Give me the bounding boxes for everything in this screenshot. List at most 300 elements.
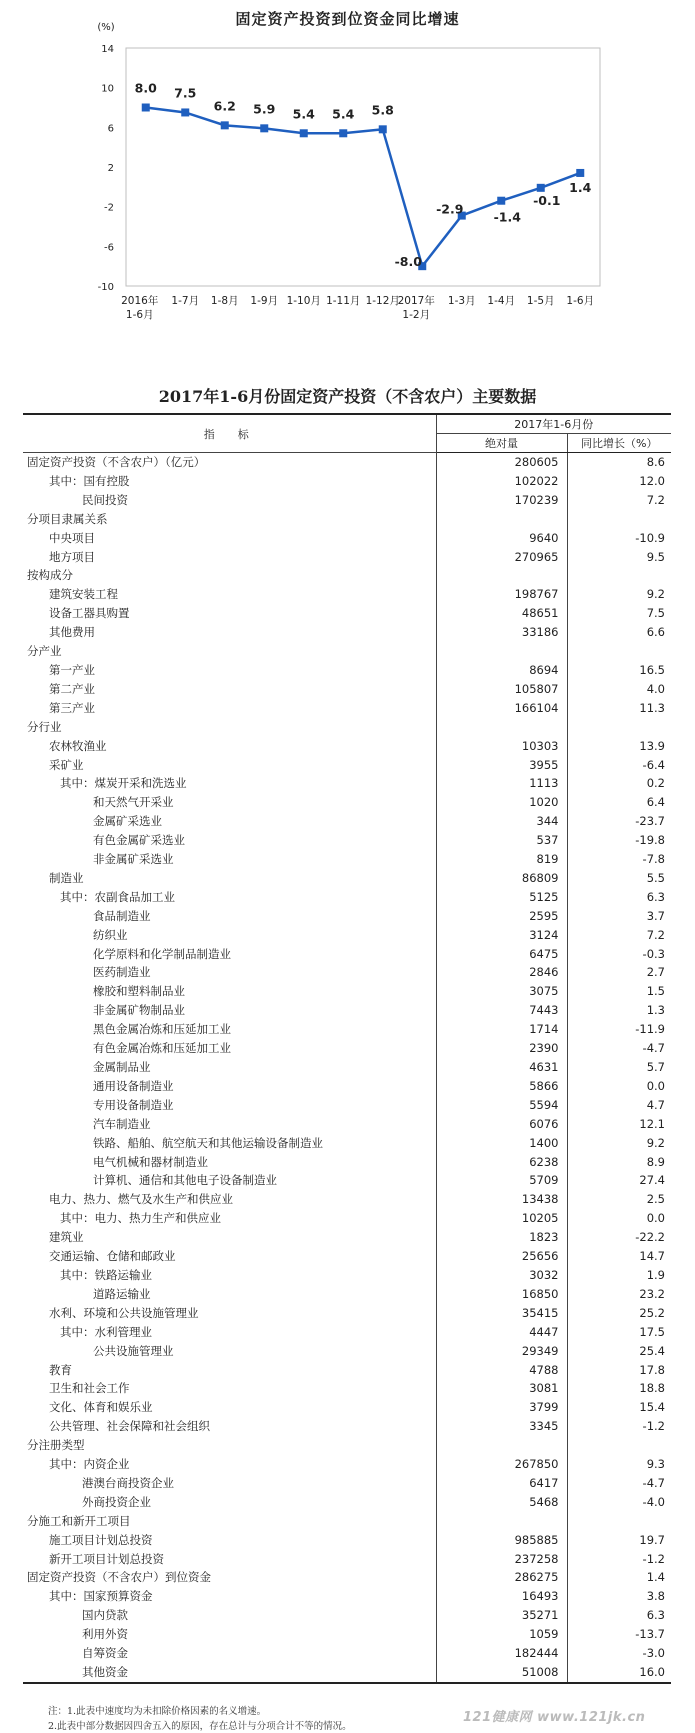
table-row [23, 831, 671, 850]
note-2: 2.此表中部分数据因四舍五入的原因，存在总计与分项合计不等的情况。 [48, 1721, 352, 1732]
x-tick-label: 1-7月 [171, 295, 200, 307]
row-yoy: 15.4 [639, 1400, 665, 1415]
table-row [23, 1247, 671, 1266]
row-yoy: -23.7 [635, 814, 665, 829]
row-indicator: 黑色金属冶炼和压延加工业 [23, 1020, 436, 1039]
row-yoy: 19.7 [639, 1532, 665, 1547]
row-yoy: 27.4 [639, 1173, 665, 1188]
row-yoy: 7.2 [646, 927, 665, 942]
row-absolute: 13438 [436, 1190, 567, 1209]
row-yoy: 25.4 [639, 1343, 665, 1358]
data-label: 6.2 [213, 98, 236, 114]
table-row [23, 718, 671, 737]
row-yoy [567, 566, 671, 585]
table-row [23, 1228, 671, 1247]
row-absolute [436, 718, 567, 737]
row-indicator: 有色金属矿采选业 [23, 831, 436, 850]
row-absolute [436, 566, 567, 585]
row-absolute: 35271 [436, 1606, 567, 1625]
row-indicator: 纺织业 [23, 926, 436, 945]
row-indicator: 橡胶和塑料制品业 [23, 982, 436, 1001]
x-tick-label: 1-10月 [286, 295, 321, 307]
x-tick-label: 1-12月 [365, 295, 400, 307]
row-indicator: 计算机、通信和其他电子设备制造业 [23, 1171, 436, 1190]
row-yoy: 16.0 [567, 1663, 671, 1683]
row-yoy: -0.3 [642, 946, 665, 961]
row-absolute: 48651 [436, 604, 567, 623]
row-indicator: 中央项目 [23, 529, 436, 548]
row-yoy: 0.2 [646, 776, 665, 791]
row-yoy: -1.2 [642, 1551, 665, 1566]
row-indicator: 新开工项目计划总投资 [23, 1550, 436, 1569]
table-row [23, 1115, 671, 1134]
row-yoy [567, 642, 671, 661]
data-label: 5.4 [292, 106, 315, 122]
table-row [23, 566, 671, 585]
table-row [23, 1153, 671, 1172]
table-body [23, 453, 671, 1683]
x-tick-label: 1-11月 [326, 295, 361, 307]
row-absolute: 6417 [436, 1474, 567, 1493]
table-row [23, 642, 671, 661]
table-row [23, 699, 671, 718]
row-yoy: 2.5 [646, 1192, 665, 1207]
row-indicator: 分产业 [23, 642, 436, 661]
table-row [23, 907, 671, 926]
row-indicator: 道路运输业 [23, 1285, 436, 1304]
row-yoy: 6.6 [646, 625, 665, 640]
row-indicator: 和天然气开采业 [23, 793, 436, 812]
row-indicator: 固定资产投资（不含农户）到位资金 [23, 1568, 436, 1587]
row-indicator: 建筑安装工程 [23, 585, 436, 604]
table-row [23, 812, 671, 831]
table-row [23, 1417, 671, 1436]
row-yoy: 0.0 [646, 1078, 665, 1093]
row-yoy: 9.2 [646, 1135, 665, 1150]
row-indicator: 按构成分 [23, 566, 436, 585]
row-yoy: -11.9 [635, 1022, 665, 1037]
row-yoy: 12.1 [639, 1116, 665, 1131]
data-point [142, 104, 150, 112]
data-label: 5.4 [332, 106, 355, 122]
y-tick-label: -6 [104, 242, 114, 254]
data-label: 5.8 [371, 102, 394, 118]
watermark: 121健康网 www.121jk.cn [463, 1710, 646, 1725]
table-row [23, 850, 671, 869]
row-absolute: 270965 [436, 548, 567, 567]
table-row [23, 869, 671, 888]
table-row [23, 1209, 671, 1228]
table-row [23, 1474, 671, 1493]
table-row [23, 1455, 671, 1474]
data-table [23, 413, 671, 1684]
row-indicator: 分项目隶属关系 [23, 510, 436, 529]
row-absolute: 1823 [436, 1228, 567, 1247]
row-indicator: 民间投资 [23, 491, 436, 510]
row-indicator: 港澳台商投资企业 [23, 1474, 436, 1493]
table-row [23, 491, 671, 510]
table-row [23, 1171, 671, 1190]
row-absolute: 16850 [436, 1285, 567, 1304]
row-absolute: 3124 [436, 926, 567, 945]
row-yoy: 16.5 [639, 662, 665, 677]
table-row [23, 1304, 671, 1323]
row-absolute: 105807 [436, 680, 567, 699]
y-tick-label: 6 [107, 123, 114, 135]
data-label: -1.4 [493, 209, 521, 225]
table-row [23, 1663, 671, 1683]
table-row [23, 1568, 671, 1587]
row-indicator: 非金属矿物制品业 [23, 1001, 436, 1020]
row-yoy: 6.3 [646, 889, 665, 904]
table-title: 2017年1-6月份固定资产投资（不含农户）主要数据 [158, 387, 537, 406]
table-row [23, 756, 671, 775]
data-point [339, 129, 347, 137]
row-indicator: 金属制品业 [23, 1058, 436, 1077]
row-yoy: 6.3 [646, 1608, 665, 1623]
row-indicator: 自筹资金 [23, 1644, 436, 1663]
row-yoy: 4.0 [646, 681, 665, 696]
x-tick-label: 1-3月 [447, 295, 476, 307]
row-yoy: -4.7 [642, 1475, 665, 1490]
row-yoy: 1.4 [646, 1570, 665, 1585]
row-yoy: -4.0 [642, 1494, 665, 1509]
row-indicator: 其中：国家预算资金 [23, 1587, 436, 1606]
row-absolute: 5468 [436, 1493, 567, 1512]
row-indicator: 交通运输、仓储和邮政业 [23, 1247, 436, 1266]
row-yoy: 9.5 [646, 549, 665, 564]
row-absolute [436, 1436, 567, 1455]
table-row [23, 1436, 671, 1455]
x-tick-label: 1-6月 [125, 309, 154, 321]
row-indicator: 电力、热力、燃气及水生产和供应业 [23, 1190, 436, 1209]
row-absolute: 280605 [436, 453, 567, 472]
row-absolute: 102022 [436, 472, 567, 491]
table-row [23, 1190, 671, 1209]
header-indicator: 指 标 [23, 414, 436, 453]
x-tick-label: 1-2月 [402, 309, 431, 321]
row-absolute: 2595 [436, 907, 567, 926]
data-label: 8.0 [134, 80, 157, 96]
table-row [23, 1058, 671, 1077]
table-row [23, 623, 671, 642]
row-absolute: 4788 [436, 1361, 567, 1380]
row-indicator: 公共设施管理业 [23, 1342, 436, 1361]
y-tick-label: -2 [104, 202, 114, 214]
data-label: -0.1 [533, 192, 561, 208]
data-label: 5.9 [253, 101, 276, 117]
line-chart [0, 0, 695, 330]
row-absolute: 286275 [436, 1568, 567, 1587]
data-label: -8.0 [394, 254, 422, 270]
row-indicator: 第二产业 [23, 680, 436, 699]
row-indicator: 通用设备制造业 [23, 1077, 436, 1096]
header-absolute: 绝对量 [436, 434, 567, 453]
row-yoy: -6.4 [642, 757, 665, 772]
row-indicator: 铁路、船舶、航空航天和其他运输设备制造业 [23, 1134, 436, 1153]
row-absolute: 29349 [436, 1342, 567, 1361]
row-absolute: 1059 [436, 1625, 567, 1644]
row-absolute: 1113 [436, 774, 567, 793]
row-indicator: 制造业 [23, 869, 436, 888]
table-row [23, 1625, 671, 1644]
y-tick-label: -10 [97, 282, 114, 293]
data-point [260, 124, 268, 132]
row-absolute: 4631 [436, 1058, 567, 1077]
row-absolute: 5125 [436, 888, 567, 907]
table-row [23, 926, 671, 945]
data-point [537, 184, 545, 192]
header-yoy: 同比增长（%） [567, 434, 671, 453]
data-point [379, 125, 387, 133]
table-row [23, 774, 671, 793]
table-row [23, 1587, 671, 1606]
row-absolute: 1400 [436, 1134, 567, 1153]
row-indicator: 施工项目计划总投资 [23, 1531, 436, 1550]
row-absolute: 51008 [436, 1663, 567, 1683]
row-absolute: 5594 [436, 1096, 567, 1115]
data-label: -2.9 [436, 201, 464, 217]
row-absolute: 3955 [436, 756, 567, 775]
row-absolute: 3075 [436, 982, 567, 1001]
table-row [23, 1039, 671, 1058]
table-row [23, 1342, 671, 1361]
row-absolute: 5866 [436, 1077, 567, 1096]
row-indicator: 其他资金 [23, 1663, 436, 1683]
x-tick-label: 1-5月 [526, 295, 555, 307]
row-absolute: 2390 [436, 1039, 567, 1058]
row-indicator: 分施工和新开工项目 [23, 1512, 436, 1531]
series-line [146, 108, 581, 270]
row-absolute: 344 [436, 812, 567, 831]
row-yoy: 6.4 [646, 795, 665, 810]
row-indicator: 卫生和社会工作 [23, 1379, 436, 1398]
row-yoy: -10.9 [635, 530, 665, 545]
row-absolute: 198767 [436, 585, 567, 604]
row-yoy [567, 1512, 671, 1531]
row-absolute: 6475 [436, 945, 567, 964]
data-table-wrapper [23, 413, 671, 1684]
table-row [23, 585, 671, 604]
row-indicator: 金属矿采选业 [23, 812, 436, 831]
row-indicator: 文化、体育和娱乐业 [23, 1398, 436, 1417]
row-yoy: 7.5 [646, 606, 665, 621]
row-yoy: 12.0 [639, 473, 665, 488]
table-row [23, 604, 671, 623]
row-absolute [436, 510, 567, 529]
row-indicator: 化学原料和化学制品制造业 [23, 945, 436, 964]
row-yoy: 3.7 [646, 908, 665, 923]
x-tick-label: 1-4月 [487, 295, 516, 307]
row-indicator: 固定资产投资（不含农户）（亿元） [23, 453, 436, 472]
table-row [23, 1001, 671, 1020]
row-indicator: 其中：农副食品加工业 [23, 888, 436, 907]
table-row [23, 1531, 671, 1550]
row-yoy: 5.5 [646, 870, 665, 885]
row-indicator: 食品制造业 [23, 907, 436, 926]
row-indicator: 其中：电力、热力生产和供应业 [23, 1209, 436, 1228]
row-yoy: -19.8 [635, 833, 665, 848]
table-row [23, 1266, 671, 1285]
table-row [23, 548, 671, 567]
y-axis-unit: (%) [97, 22, 115, 33]
row-yoy: 9.3 [646, 1457, 665, 1472]
row-indicator: 利用外资 [23, 1625, 436, 1644]
table-row [23, 1323, 671, 1342]
row-absolute: 3032 [436, 1266, 567, 1285]
row-absolute: 86809 [436, 869, 567, 888]
row-indicator: 专用设备制造业 [23, 1096, 436, 1115]
row-indicator: 建筑业 [23, 1228, 436, 1247]
x-tick-label: 1-9月 [250, 295, 279, 307]
row-absolute: 1714 [436, 1020, 567, 1039]
row-yoy: 13.9 [639, 738, 665, 753]
y-tick-label: 10 [101, 83, 114, 95]
row-absolute: 3799 [436, 1398, 567, 1417]
row-indicator: 设备工器具购置 [23, 604, 436, 623]
row-yoy: 1.9 [646, 1267, 665, 1282]
row-yoy: 17.8 [639, 1362, 665, 1377]
row-indicator: 有色金属冶炼和压延加工业 [23, 1039, 436, 1058]
table-row [23, 1379, 671, 1398]
row-absolute: 6076 [436, 1115, 567, 1134]
data-label: 7.5 [174, 85, 197, 101]
table-row [23, 1077, 671, 1096]
table-row [23, 510, 671, 529]
table-row [23, 680, 671, 699]
table-row [23, 1493, 671, 1512]
row-yoy: -3.0 [642, 1646, 665, 1661]
row-indicator: 非金属矿采选业 [23, 850, 436, 869]
row-absolute: 35415 [436, 1304, 567, 1323]
row-yoy: 0.0 [646, 1211, 665, 1226]
row-indicator: 汽车制造业 [23, 1115, 436, 1134]
row-absolute: 819 [436, 850, 567, 869]
row-indicator: 医药制造业 [23, 963, 436, 982]
row-absolute: 8694 [436, 661, 567, 680]
row-yoy: 11.3 [639, 700, 665, 715]
row-yoy: 8.6 [646, 455, 665, 469]
row-absolute: 5709 [436, 1171, 567, 1190]
row-indicator: 电气机械和器材制造业 [23, 1153, 436, 1172]
table-row [23, 1398, 671, 1417]
row-indicator: 其中：内资企业 [23, 1455, 436, 1474]
row-absolute: 33186 [436, 623, 567, 642]
row-absolute: 9640 [436, 529, 567, 548]
table-row [23, 982, 671, 1001]
table-row [23, 1644, 671, 1663]
table-row [23, 1606, 671, 1625]
table-row [23, 888, 671, 907]
data-point [181, 108, 189, 116]
x-tick-label: 1-6月 [566, 295, 595, 307]
row-indicator: 教育 [23, 1361, 436, 1380]
row-absolute: 1020 [436, 793, 567, 812]
row-yoy: 7.2 [646, 492, 665, 507]
table-row [23, 963, 671, 982]
row-yoy: -22.2 [635, 1230, 665, 1245]
row-yoy: 18.8 [639, 1381, 665, 1396]
data-label: 1.4 [569, 179, 592, 195]
data-point [497, 197, 505, 205]
row-absolute: 4447 [436, 1323, 567, 1342]
row-absolute: 237258 [436, 1550, 567, 1569]
x-tick-label: 1-8月 [210, 295, 239, 307]
x-tick-label: 2017年 [397, 295, 435, 307]
y-tick-label: 2 [107, 163, 114, 174]
row-absolute: 985885 [436, 1531, 567, 1550]
row-indicator: 第一产业 [23, 661, 436, 680]
row-yoy: 14.7 [639, 1249, 665, 1264]
row-yoy [567, 718, 671, 737]
table-row [23, 1096, 671, 1115]
table-row [23, 453, 671, 472]
row-indicator: 国内贷款 [23, 1606, 436, 1625]
row-absolute: 537 [436, 831, 567, 850]
row-absolute: 3081 [436, 1379, 567, 1398]
table-row [23, 793, 671, 812]
row-yoy: 1.5 [646, 984, 665, 999]
table-row [23, 737, 671, 756]
row-absolute: 2846 [436, 963, 567, 982]
table-row [23, 1512, 671, 1531]
row-indicator: 其中：煤炭开采和洗选业 [23, 774, 436, 793]
row-indicator: 采矿业 [23, 756, 436, 775]
row-yoy: 25.2 [639, 1305, 665, 1320]
row-yoy: 17.5 [639, 1324, 665, 1339]
row-absolute [436, 642, 567, 661]
x-tick-label: 2016年 [121, 295, 159, 307]
row-yoy: -1.2 [642, 1419, 665, 1434]
row-yoy: -7.8 [642, 852, 665, 867]
table-row [23, 1134, 671, 1153]
row-indicator: 分行业 [23, 718, 436, 737]
row-yoy: -13.7 [635, 1627, 665, 1642]
row-yoy: 9.2 [646, 587, 665, 602]
row-yoy [567, 1436, 671, 1455]
row-indicator: 分注册类型 [23, 1436, 436, 1455]
y-tick-label: 14 [101, 44, 114, 55]
row-indicator: 地方项目 [23, 548, 436, 567]
row-indicator: 其中：铁路运输业 [23, 1266, 436, 1285]
plot-area [126, 48, 600, 286]
row-absolute: 6238 [436, 1153, 567, 1172]
table-row [23, 661, 671, 680]
row-indicator: 农林牧渔业 [23, 737, 436, 756]
row-absolute: 267850 [436, 1455, 567, 1474]
row-absolute: 3345 [436, 1417, 567, 1436]
row-indicator: 其中：水利管理业 [23, 1323, 436, 1342]
table-row [23, 529, 671, 548]
table-row [23, 945, 671, 964]
row-indicator: 其中：国有控股 [23, 472, 436, 491]
data-point [576, 169, 584, 177]
row-indicator: 水利、环境和公共设施管理业 [23, 1304, 436, 1323]
row-yoy: 23.2 [639, 1286, 665, 1301]
row-indicator: 其他费用 [23, 623, 436, 642]
row-yoy: -4.7 [642, 1041, 665, 1056]
row-absolute: 170239 [436, 491, 567, 510]
row-yoy: 2.7 [646, 965, 665, 980]
row-absolute: 7443 [436, 1001, 567, 1020]
row-absolute: 25656 [436, 1247, 567, 1266]
row-yoy: 3.8 [646, 1589, 665, 1604]
data-point [221, 121, 229, 129]
header-period: 2017年1-6月份 [436, 414, 671, 434]
row-yoy: 4.7 [646, 1097, 665, 1112]
row-absolute: 16493 [436, 1587, 567, 1606]
row-absolute: 166104 [436, 699, 567, 718]
